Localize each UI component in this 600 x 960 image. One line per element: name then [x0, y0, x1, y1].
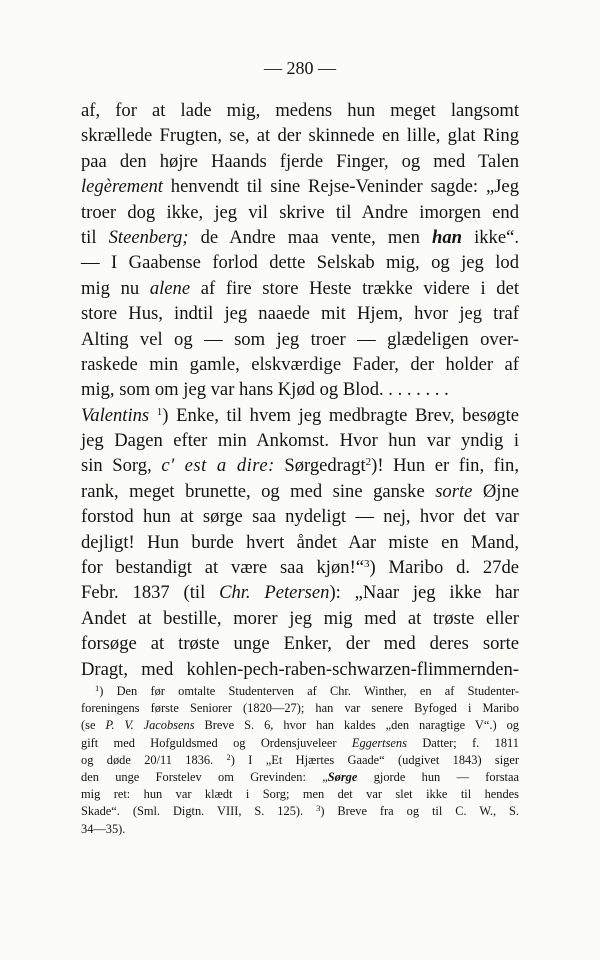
text-line	[81, 580, 519, 605]
text-line: mig, som om jeg var hans Kjød og Blod. . . . . . . .	[81, 379, 449, 401]
footnote-line	[81, 752, 519, 769]
footnote-line	[81, 683, 519, 700]
italic-word: Steenberg;	[108, 226, 189, 248]
footnote-line	[81, 769, 519, 786]
text-line: store Hus, indtil jeg naaede mit Hjem, hvor jeg traf	[81, 303, 519, 325]
italic-word: Chr. Petersen	[219, 582, 330, 604]
text-run: (se	[81, 718, 106, 733]
text-line: raskede min gamle, elskværdige Fader, der holder af	[81, 353, 519, 375]
text-line: — I Gaabense forlod dette Selskab mig, og jeg lod	[81, 252, 519, 274]
text-run: ) Maribo d. 27de	[369, 557, 519, 579]
text-run: og døde	[81, 752, 145, 767]
text-run: ) Enke, til hvem jeg medbragte Brev, besøgte	[162, 404, 519, 426]
date-fraction: 20/11	[144, 752, 172, 767]
footnote-marker: 1	[95, 683, 100, 693]
footnotes	[81, 683, 519, 838]
footnote-line: mig ret: hun var klædt i Sorg; men det var slet ikke til hendes	[81, 787, 519, 802]
text-line	[81, 225, 519, 250]
text-run: rank, meget brunette, og med sine ganske	[81, 480, 436, 502]
text-line	[81, 479, 519, 504]
text-run: Breve S. 6, hvor han kaldes „den naragtige V“.) og	[194, 718, 519, 733]
text-run: gift med Hofguldsmed og Ordensjuveleer	[81, 735, 352, 750]
text-line: Dragt, med kohlen-pech-raben-schwarzen-flimmernden-	[81, 658, 519, 680]
footnote-marker: 3	[316, 803, 321, 814]
text-run: Datter; f. 1811	[406, 735, 519, 750]
text-run: gjorde hun — forstaa	[357, 769, 519, 784]
text-run: de Andre maa vente, men	[188, 226, 432, 248]
text-run: )! Hun er fin, fin,	[371, 455, 519, 477]
text-run: den unge Forstelev om Grevinden: „	[81, 769, 328, 784]
italic-word: P. V. Jacobsens	[105, 718, 195, 733]
italic-word: legèrement	[81, 176, 163, 198]
text-run: til	[81, 226, 109, 248]
italic-word: alene	[149, 277, 191, 299]
text-line: jeg Dagen efter min Ankomst. Hvor hun var yndig i	[81, 430, 519, 452]
text-run: ) I „Et Hjærtes Gaade“ (udgivet 1843) siger	[230, 752, 520, 767]
text-run: Skade“. (Sml. Digtn. VIII, S. 125).	[81, 804, 317, 819]
page-number: — 280 —	[264, 58, 336, 78]
text-line	[81, 453, 519, 478]
text-run: af fire store Heste trække videre i det	[190, 277, 519, 299]
text-run: 1836.	[171, 752, 227, 767]
text-run: Øjne	[472, 480, 519, 502]
italic-word: Eggertsens	[351, 735, 407, 750]
footnote-line: 34—35).	[81, 821, 126, 836]
text-line	[81, 276, 519, 301]
text-line: forsøge at trøste unge Enker, der med deres sorte	[81, 633, 519, 655]
text-run: ) Breve fra og til C. W., S.	[320, 804, 520, 819]
footnote-line	[81, 717, 519, 734]
text-run: ikke“.	[461, 226, 520, 248]
footnote-marker: 2	[365, 456, 372, 469]
text-run: sin Sorg,	[81, 455, 162, 477]
italic-word: c' est a dire:	[161, 455, 275, 477]
footnote-marker: 1	[156, 405, 163, 418]
text-run: ) Den før omtalte Studenterven af Chr. Winther, en af Studenter-	[99, 684, 519, 698]
text-run: Febr. 1837 (til	[81, 582, 220, 604]
text-run: for bestandigt at være saa kjøn!“	[81, 557, 365, 579]
text-line	[81, 403, 519, 428]
italic-word: sorte	[435, 480, 473, 502]
text-line: troer dog ikke, jeg vil skrive til Andre imorgen end	[81, 201, 519, 223]
footnote-line	[81, 735, 519, 752]
emphasis-word: han	[432, 226, 462, 248]
text-line: forstod hun at sørge saa nydeligt — nej, hvor det var	[81, 506, 519, 528]
text-line: paa den højre Haands fjerde Finger, og med Talen	[81, 150, 519, 172]
footnote-marker: 2	[226, 751, 231, 762]
text-line: Andet at bestille, morer jeg mig med at trøste eller	[81, 607, 519, 629]
text-run: mig nu	[81, 277, 150, 299]
italic-word: Valentins	[81, 404, 150, 426]
text-run: Sørgedragt	[274, 455, 366, 477]
footnote-line	[81, 803, 519, 820]
text-line	[81, 174, 519, 199]
text-run: ): „Naar jeg ikke har	[329, 582, 519, 604]
text-line: Alting vel og — som jeg troer — glædeligen over-	[81, 328, 519, 350]
text-run: henvendt til sine Rejse-Veninder sagde: „Jeg	[162, 176, 519, 198]
emphasis-word: Sørge	[327, 769, 358, 784]
text-line: dejligt! Hun burde hvert åndet Aar miste en Mand,	[81, 531, 519, 553]
text-line: af, for at lade mig, medens hun meget langsomt	[81, 100, 519, 121]
footnote-marker: 3	[364, 558, 370, 571]
text-line: skrællede Frugten, se, at der skinnede en lille, glat Ring	[81, 125, 519, 147]
body-text	[81, 98, 519, 682]
footnote-line: foreningens første Seniorer (1820—27); han var senere Byfoged i Maribo	[81, 701, 519, 716]
text-line	[81, 555, 519, 580]
